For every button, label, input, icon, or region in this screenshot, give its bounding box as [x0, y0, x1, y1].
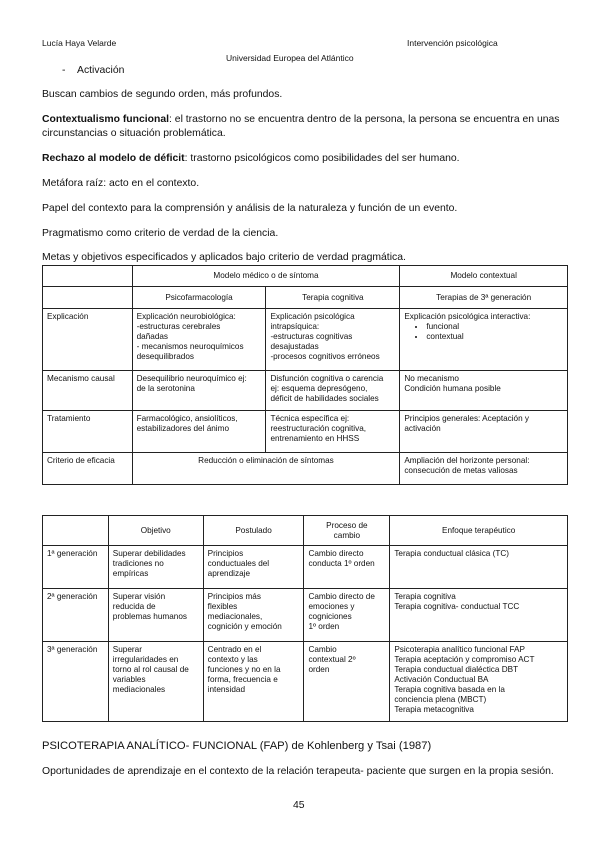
- cell-criterio-medico: Reducción o eliminación de síntomas: [132, 453, 400, 485]
- list-item: • contextual: [426, 332, 563, 342]
- cell-1-postulado: Principios conductuales del aprendizaje: [203, 546, 304, 589]
- generations-table: [42, 515, 568, 722]
- cell-3-enfoque: Psicoterapia analítico funcional FAP Terapia aceptación y compromiso ACT Terapia conductual dialéctica DBT Activación Conductual BA Terapia cognitiva basada en la conciencia plena (MBCT) Terapia metacognitiva: [390, 642, 568, 722]
- page-number: 45: [293, 800, 305, 811]
- cell-mecanismo-tercera: No mecanismo Condición humana posible: [400, 371, 568, 411]
- paragraph-pragmatismo: Pragmatismo como criterio de verdad de la ciencia.: [42, 228, 279, 239]
- cell-1-enfoque: Terapia conductual clásica (TC): [390, 546, 568, 589]
- row-label-mecanismo: Mecanismo causal: [43, 371, 133, 411]
- header-modelo-medico: Modelo médico o de síntoma: [132, 266, 400, 287]
- header-postulado: Postulado: [203, 516, 304, 546]
- row-label-criterio: Criterio de eficacia: [43, 453, 133, 485]
- table1-corner: [43, 266, 133, 287]
- list-item: • funcional: [426, 322, 563, 332]
- paragraph-metas: Metas y objetivos especificados y aplicados bajo criterio de verdad pragmática.: [42, 252, 406, 263]
- cell-1-proceso: Cambio directo conducta 1º orden: [304, 546, 390, 589]
- section-heading-fap: PSICOTERAPIA ANALÍTICO- FUNCIONAL (FAP) de Kohlenberg y Tsai (1987): [42, 740, 432, 752]
- cell-3-objetivo: Superar irregularidades en torno al rol causal de variables mediacionales: [108, 642, 203, 722]
- models-table: [42, 265, 568, 485]
- table2-corner: [43, 516, 109, 546]
- paragraph-contextualismo: Contextualismo funcional: el trastorno no se encuentra dentro de la persona, la persona se encuentra en unas circunstancias o situación problemática.: [42, 114, 560, 139]
- paragraph-contexto: Papel del contexto para la comprensión y análisis de la naturaleza y función de un evento.: [42, 203, 458, 214]
- header-enfoque: Enfoque terapéutico: [390, 516, 568, 546]
- cell-3-postulado: Centrado en el contexto y las funciones y no en la forma, frecuencia e intensidad: [203, 642, 304, 722]
- cell-criterio-tercera: Ampliación del horizonte personal: consecución de metas valiosas: [400, 453, 568, 485]
- cell-explicacion-tercera: Explicación psicológica interactiva: • funcional • contextual: [400, 309, 568, 371]
- header-university: Universidad Europea del Atlántico: [226, 53, 354, 63]
- row-label-tratamiento: Tratamiento: [43, 411, 133, 453]
- cell-2-postulado: Principios más flexibles mediacionales, cognición y emoción: [203, 589, 304, 642]
- cell-2-proceso: Cambio directo de emociones y cogniciones 1º orden: [304, 589, 390, 642]
- header-modelo-contextual: Modelo contextual: [400, 266, 568, 287]
- row-label-2-generacion: 2ª generación: [43, 589, 109, 642]
- cell-explicacion-psicofarm: Explicación neurobiológica: -estructuras cerebrales dañadas - mecanismos neuroquímicos desequilibrados: [132, 309, 266, 371]
- paragraph-1: Buscan cambios de segundo orden, más profundos.: [42, 89, 283, 100]
- bullet-item: - Activación: [62, 65, 125, 76]
- paragraph-oportunidades: Oportunidades de aprendizaje en el contexto de la relación terapeuta- paciente que surgen en la propia sesión.: [42, 766, 554, 777]
- cell-mecanismo-cognitiva: Disfunción cognitiva o carencia ej: esquema depresógeno, déficit de habilidades sociales: [266, 371, 400, 411]
- cell-tratamiento-cognitiva: Técnica específica ej: reestructuración cognitiva, entrenamiento en HHSS: [266, 411, 400, 453]
- header-author: Lucía Haya Velarde: [42, 38, 117, 48]
- cell-2-enfoque: Terapia cognitiva Terapia cognitiva- conductual TCC: [390, 589, 568, 642]
- header-subject: Intervención psicológica: [407, 38, 498, 48]
- header-terapia-cognitiva: Terapia cognitiva: [266, 287, 400, 309]
- row-label-3-generacion: 3ª generación: [43, 642, 109, 722]
- cell-tratamiento-psicofarm: Farmacológico, ansiolíticos, estabilizadores del ánimo: [132, 411, 266, 453]
- header-objetivo: Objetivo: [108, 516, 203, 546]
- cell-explicacion-cognitiva: Explicación psicológica intrapsíquica: -estructuras cognitivas desajustadas -procesos cognitivos erróneos: [266, 309, 400, 371]
- cell-2-objetivo: Superar visión reducida de problemas humanos: [108, 589, 203, 642]
- cell-3-proceso: Cambio contextual 2º orden: [304, 642, 390, 722]
- header-psicofarmacologia: Psicofarmacología: [132, 287, 266, 309]
- header-proceso: Proceso de cambio: [304, 516, 390, 546]
- cell-tratamiento-tercera: Principios generales: Aceptación y activación: [400, 411, 568, 453]
- paragraph-rechazo: Rechazo al modelo de déficit: trastorno psicológicos como posibilidades del ser humano.: [42, 153, 460, 164]
- cell-1-objetivo: Superar debilidades tradiciones no empíricas: [108, 546, 203, 589]
- row-label-1-generacion: 1ª generación: [43, 546, 109, 589]
- row-label-explicacion: Explicación: [43, 309, 133, 371]
- paragraph-metafora: Metáfora raíz: acto en el contexto.: [42, 178, 200, 189]
- header-terapias-3: Terapias de 3ª generación: [400, 287, 568, 309]
- cell-mecanismo-psicofarm: Desequilibrio neuroquímico ej: de la serotonina: [132, 371, 266, 411]
